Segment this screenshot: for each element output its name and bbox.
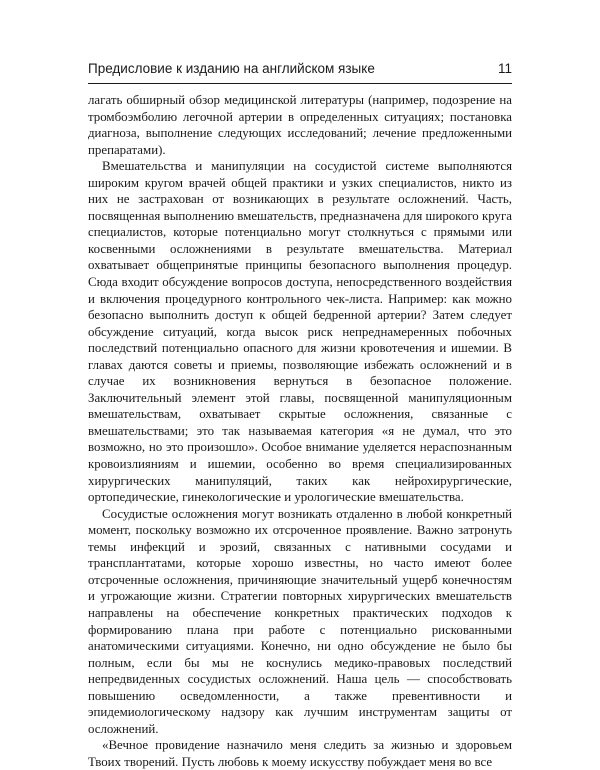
paragraph: лагать обширный обзор медицинской литературы (например, подозрение на тромбоэмболию легочной артерии в определенных ситуациях; постановка диагноза, выполнение следующих исследований; лечение предложенными препаратами). xyxy=(88,93,512,157)
paragraph: «Вечное провидение назначило меня следить за жизнью и здоровьем Твоих творений. Пусть любовь к моему искусству побуждает меня во все xyxy=(88,738,512,769)
running-head xyxy=(88,61,512,81)
page-number: 11 xyxy=(497,61,512,76)
header-rule xyxy=(88,83,512,84)
running-head-title: Предисловие к изданию на английском языке xyxy=(88,61,375,76)
body-text xyxy=(88,92,512,770)
paragraph: Вмешательства и манипуляции на сосудистой системе выполняются широким кругом врачей общей практики и узких специалистов, никто из них не застрахован от возникающих в результате осложнений. Часть, посвященная выполнению вмешательств, предназначена для широкого круга специалистов, которые потенциально могут столкнуться с прямыми или косвенными осложнениями в результате вмешательства. Материал охватывает общепринятые принципы безопасного выполнения процедур. Сюда входит обсуждение вопросов доступа, непосредственного воздействия и включения процедурного контрольного чек-листа. Например: как можно безопасно выполнить доступ к общей бедренной артерии? Затем следует обсуждение ситуаций, когда высок риск непреднамеренных побочных последствий потенциально опасного для жизни кровотечения и ишемии. В главах даются советы и приемы, позволяющие избежать осложнений и в случае их возникновения вернуться в безопасное положение. Заключительный элемент этой главы, посвященной манипуляционным вмешательствам, охватывает скрытые осложнения, связанные с вмешательствами; это так называемая категория «я не думал, что это возможно, но это произошло». Особое внимание уделяется нераспознанным кровоизлияниям и ишемии, особенно во время специализированных хирургических манипуляций, таких как нейрохирургические, ортопедические, гинекологические и урологические вмешательства. xyxy=(88,159,512,505)
paragraph: Сосудистые осложнения могут возникать отдаленно в любой конкретный момент, поскольку возможно их отсроченное проявление. Важно затронуть темы инфекций и эрозий, связанных с нативными сосудами и трансплантатами, которые хорошо известны, но часто имеют более отсроченные осложнения, причиняющие значительный ущерб конечностям и угрожающие жизни. Стратегии повторных хирургических вмешательств направлены на обеспечение конкретных практических подходов к формированию плана при работе с потенциально рискованными анатомическими ситуациями. Конечно, ни одно обсуждение не было бы полным, если бы мы не коснулись медико-правовых последствий непредвиденных сосудистых осложнений. Наша цель — способствовать повышению осведомленности, а также превентивности и эпидемиологическому надзору как лучшим инструментам защиты от осложнений. xyxy=(88,506,512,736)
